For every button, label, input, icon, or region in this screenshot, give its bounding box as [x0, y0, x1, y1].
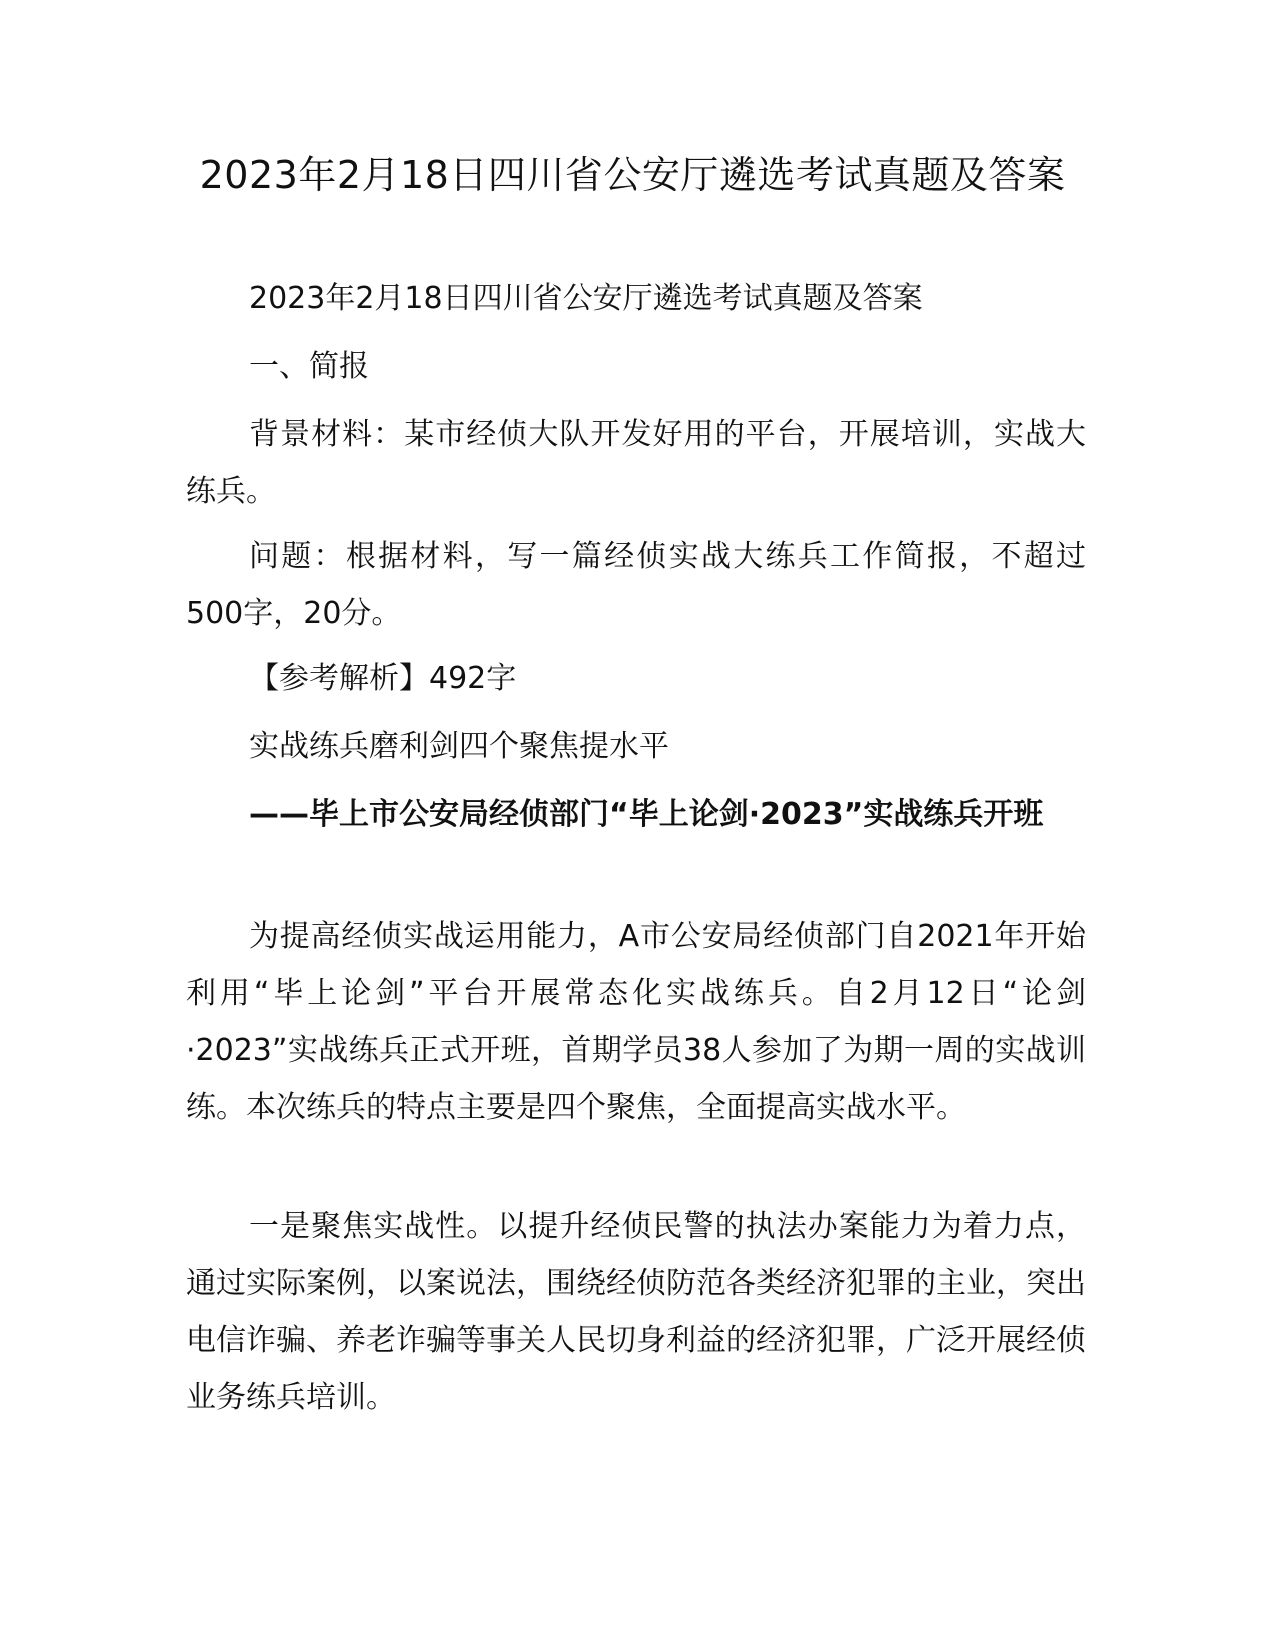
document-subtitle: 2023年2月18日四川省公安厅遴选考试真题及答案 — [249, 281, 923, 316]
point-one-paragraph: 一是聚焦实战性。以提升经侦民警的执法办案能力为着力点，通过实际案例，以案说法，围绕经侦防范各类经济犯罪的主业，突出电信诈骗、养老诈骗等事关人民切身利益的经济犯罪，广泛开展经侦业务练兵培训。 — [186, 1209, 1086, 1415]
question-paragraph: 问题：根据材料，写一篇经侦实战大练兵工作简报，不超过500字，20分。 — [186, 539, 1086, 631]
article-headline: 实战练兵磨利剑四个聚焦提水平 — [249, 729, 669, 764]
background-paragraph: 背景材料：某市经侦大队开发好用的平台，开展培训，实战大练兵。 — [186, 417, 1086, 509]
intro-paragraph: 为提高经侦实战运用能力，A市公安局经侦部门自2021年开始利用“毕上论剑”平台开展常态化实战练兵。自2月12日“论剑·2023”实战练兵正式开班，首期学员38人参加了为期一周的实战训练。本次练兵的特点主要是四个聚焦，全面提高实战水平。 — [186, 919, 1086, 1125]
document-title: 2023年2月18日四川省公安厅遴选考试真题及答案 — [199, 153, 1066, 197]
section-heading: 一、简报 — [249, 349, 369, 384]
reference-label: 【参考解析】492字 — [249, 661, 517, 696]
article-subheadline: ——毕上市公安局经侦部门“毕上论剑·2023”实战练兵开班 — [249, 797, 1044, 832]
